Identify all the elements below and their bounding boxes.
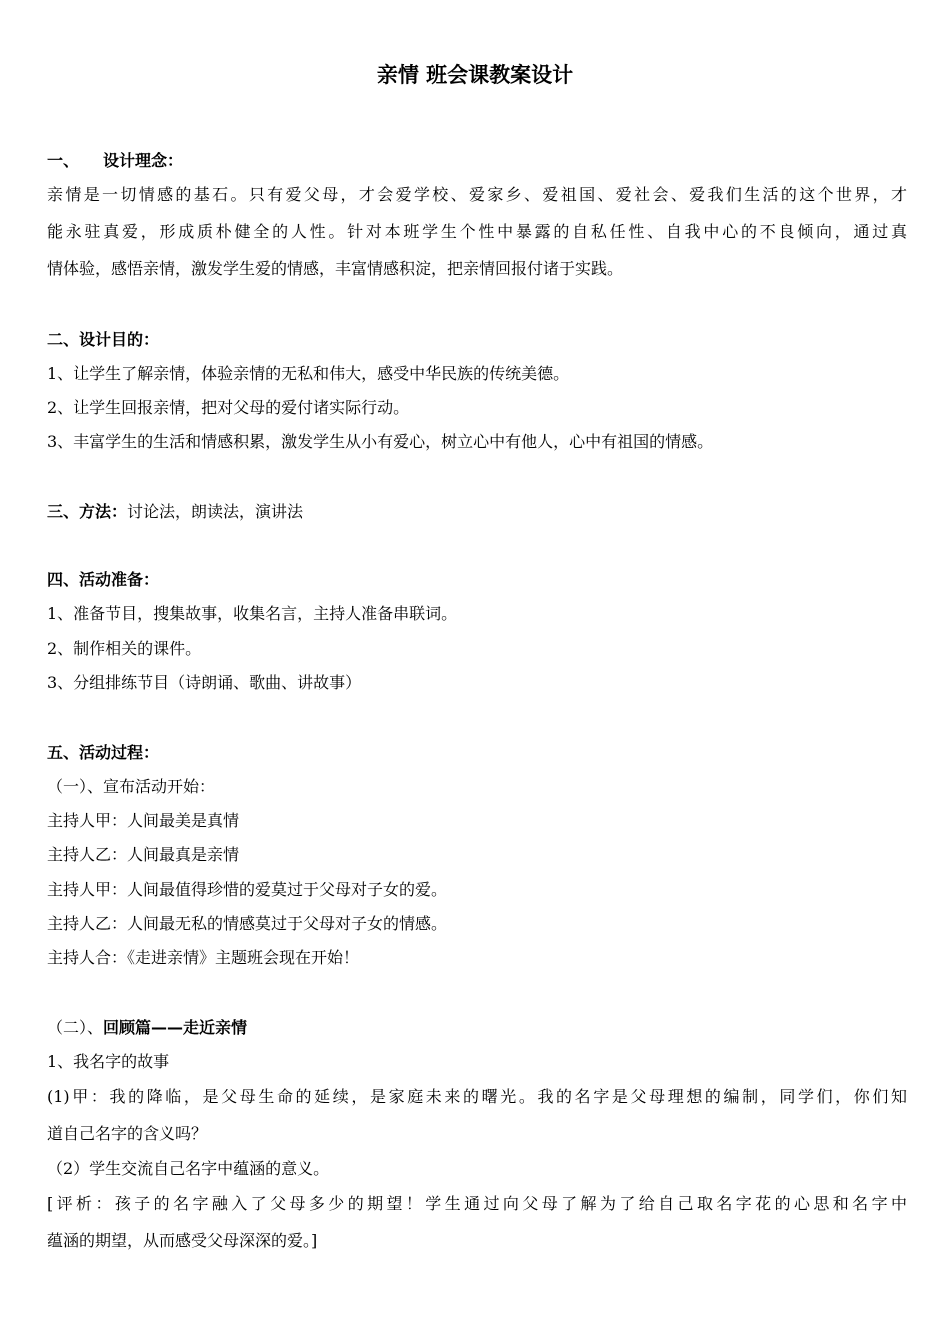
section-heading-concept bbox=[47, 149, 907, 173]
section-methods bbox=[47, 500, 907, 524]
section-heading-preparation: 四、活动准备： bbox=[47, 570, 160, 589]
subsection-heading-review bbox=[47, 1016, 907, 1040]
list-item: 1、让学生了解亲情，体验亲情的无私和伟大，感受中华民族的传统美德。 bbox=[47, 364, 570, 383]
comment-line: 蕴涵的期望，从而感受父母深深的爱。] bbox=[47, 1231, 318, 1250]
list-item: 1、我名字的故事 bbox=[47, 1052, 170, 1071]
methods-text: 讨论法，朗读法，演讲法 bbox=[127, 502, 304, 521]
subsection-prefix: （二）、 bbox=[47, 1018, 104, 1037]
comment-line: [评析：孩子的名字融入了父母多少的期望！学生通过向父母了解为了给自己取名字花的心思和名字中 bbox=[47, 1194, 907, 1213]
paragraph-line: 能永驻真爱，形成质朴健全的人性。针对本班学生个性中暴露的自私任性、自我中心的不良倾向，通过真 bbox=[47, 222, 907, 241]
host-line: 主持人甲：人间最值得珍惜的爱莫过于父母对子女的爱。 bbox=[47, 880, 448, 899]
page-title: 亲情 班会课教案设计 bbox=[376, 63, 574, 87]
section-heading-goals: 二、设计目的： bbox=[47, 330, 160, 349]
list-item: 1、准备节目，搜集故事，收集名言，主持人准备串联词。 bbox=[47, 604, 458, 623]
paragraph-line: 情体验，感悟亲情，激发学生爱的情感，丰富情感积淀，把亲情回报付诸于实践。 bbox=[47, 259, 624, 278]
host-line: 主持人合：《走进亲情》主题班会现在开始！ bbox=[47, 948, 360, 967]
section-heading-methods: 三、方法： bbox=[47, 502, 128, 521]
host-line: 主持人乙：人间最真是亲情 bbox=[47, 845, 240, 864]
paragraph-line: 亲情是一切情感的基石。只有爱父母，才会爱学校、爱家乡、爱祖国、爱社会、爱我们生活的这个世界，才 bbox=[47, 185, 907, 204]
list-item: 3、分组排练节目（诗朗诵、歌曲、讲故事） bbox=[47, 673, 362, 692]
section-heading-process: 五、活动过程： bbox=[47, 743, 160, 762]
paragraph-line: （2）学生交流自己名字中蕴涵的意义。 bbox=[47, 1159, 330, 1178]
subsection-heading: （一）、宣布活动开始： bbox=[47, 777, 216, 796]
host-line: 主持人乙：人间最无私的情感莫过于父母对子女的情感。 bbox=[47, 914, 448, 933]
section-title: 设计理念： bbox=[103, 151, 184, 170]
list-item: 2、制作相关的课件。 bbox=[47, 639, 202, 658]
list-item: 2、让学生回报亲情，把对父母的爱付诸实际行动。 bbox=[47, 398, 410, 417]
subsection-title: 回顾篇——走近亲情 bbox=[103, 1018, 248, 1037]
list-item: 3、丰富学生的生活和情感积累，激发学生从小有爱心，树立心中有他人，心中有祖国的情感。 bbox=[47, 432, 714, 451]
paragraph-line: (1)甲：我的降临，是父母生命的延续，是家庭未来的曙光。我的名字是父母理想的编制，同学们，你们知 bbox=[47, 1087, 907, 1106]
paragraph-line: 道自己名字的含义吗？ bbox=[47, 1124, 208, 1143]
section-number: 一、 bbox=[47, 151, 80, 170]
host-line: 主持人甲：人间最美是真情 bbox=[47, 811, 240, 830]
